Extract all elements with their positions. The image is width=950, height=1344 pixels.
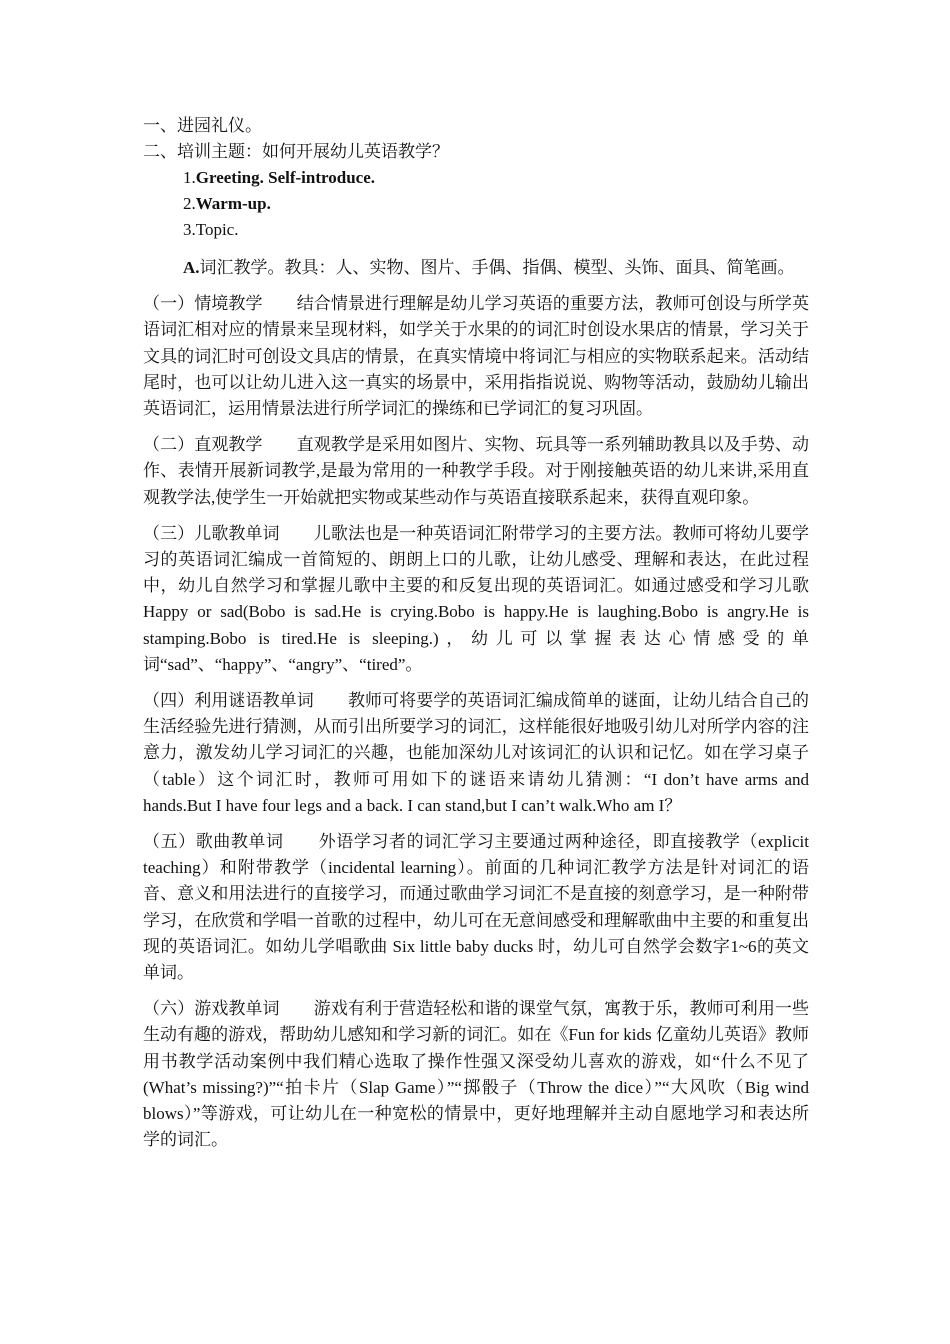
sub-item-text: Warm-up.	[195, 194, 271, 213]
section-a-paragraph	[143, 255, 809, 281]
paragraph-nursery-rhymes: （三）儿歌教单词 儿歌法也是一种英语词汇附带学习的主要方法。教师可将幼儿要学习的英语词汇编成一首简短的、朗朗上口的儿歌，让幼儿感受、理解和表达，在此过程中，幼儿自然学习和掌握儿歌中主要的和反复出现的英语词汇。如通过感受和学习儿歌 Happy or sad(Bobo is sad.He is crying.Bobo is happy.He is laughing.Bobo is angry.He is stamping.Bobo is tired.He is sleeping.)，幼儿可以掌握表达心情感受的单词“sad”、“happy”、“angry”、“tired”。	[143, 523, 814, 674]
outline-sub-item-2	[143, 191, 809, 217]
sub-item-text: Topic.	[195, 220, 239, 239]
paragraph-situational-teaching: （一）情境教学 结合情景进行理解是幼儿学习英语的重要方法，教师可创设与所学英语词汇相对应的情景来呈现材料，如学关于水果的的词汇时创设水果店的情景，学习关于文具的词汇时可创设文具店的情景，在真实情境中将词汇与相应的实物联系起来。活动结尾时，也可以让幼儿进入这一真实的场景中，采用指指说说、购物等活动，鼓励幼儿输出英语词汇，运用情景法进行所学词汇的操练和已学词汇的复习巩固。	[143, 294, 809, 419]
paragraph-songs: （五）歌曲教单词 外语学习者的词汇学习主要通过两种途径，即直接教学（explicit teaching）和附带教学（incidental learning）。前面的几种词汇教学方法是针对词汇的语音、意义和用法进行的直接学习，而通过歌曲学习词汇不是直接的刻意学习，是一种附带学习，在欣赏和学唱一首歌的过程中，幼儿可在无意间感受和理解歌曲中主要的和重复出现的英语词汇。如幼儿学唱歌曲 Six little baby ducks 时，幼儿可自然学会数字1~6的英文单词。	[143, 832, 814, 983]
paragraph-riddles: （四）利用谜语教单词 教师可将要学的英语词汇编成简单的谜面，让幼儿结合自己的生活经验先进行猜测，从而引出所要学习的词汇，这样能很好地吸引幼儿对所学内容的注意力，激发幼儿学习词汇的兴趣，也能加深幼儿对该词汇的认识和记忆。如在学习桌子（table）这个词汇时，教师可用如下的谜语来请幼儿猜测：“I don’t have arms and hands.But I have four legs and a back. I can stand,but I can’t walk.Who am I？	[143, 691, 814, 815]
sub-item-number: 2.	[183, 194, 196, 213]
sub-item-text: Greeting. Self-introduce.	[195, 168, 376, 187]
paragraph-games: （六）游戏教单词 游戏有利于营造轻松和谐的课堂气氛，寓教于乐，教师可利用一些生动有趣的游戏，帮助幼儿感知和学习新的词汇。如在《Fun for kids 亿童幼儿英语》教师用书教学活动案例中我们精心选取了操作性强又深受幼儿喜欢的游戏，如“什么不见了(What’s missing?)”“拍卡片（Slap Game）”“掷骰子（Throw the dice）”“大风吹（Big wind blows）”等游戏，可让幼儿在一种宽松的情景中，更好地理解并主动自愿地学习和表达所学的词汇。	[143, 999, 814, 1150]
section-a-label: A.	[183, 258, 200, 277]
section-a-text: 词汇教学。教具：人、实物、图片、手偶、指偶、模型、头饰、面具、简笔画。	[199, 258, 795, 277]
paragraph-visual-teaching: （二）直观教学 直观教学是采用如图片、实物、玩具等一系列辅助教具以及手势、动作、表情开展新词教学,是最为常用的一种教学手段。对于刚接触英语的幼儿来讲,采用直观教学法,使学生一开始就把实物或某些动作与英语直接联系起来，获得直观印象。	[143, 435, 809, 507]
document-body	[143, 113, 814, 1154]
outline-sub-item-1	[143, 165, 809, 191]
sub-item-number: 1.	[183, 168, 196, 187]
sub-item-number: 3.	[183, 220, 196, 239]
outline-item-1: 一、进园礼仪。	[143, 116, 262, 135]
outline-sub-item-3	[143, 217, 809, 243]
outline-item-2: 二、培训主题：如何开展幼儿英语教学？	[143, 142, 449, 161]
